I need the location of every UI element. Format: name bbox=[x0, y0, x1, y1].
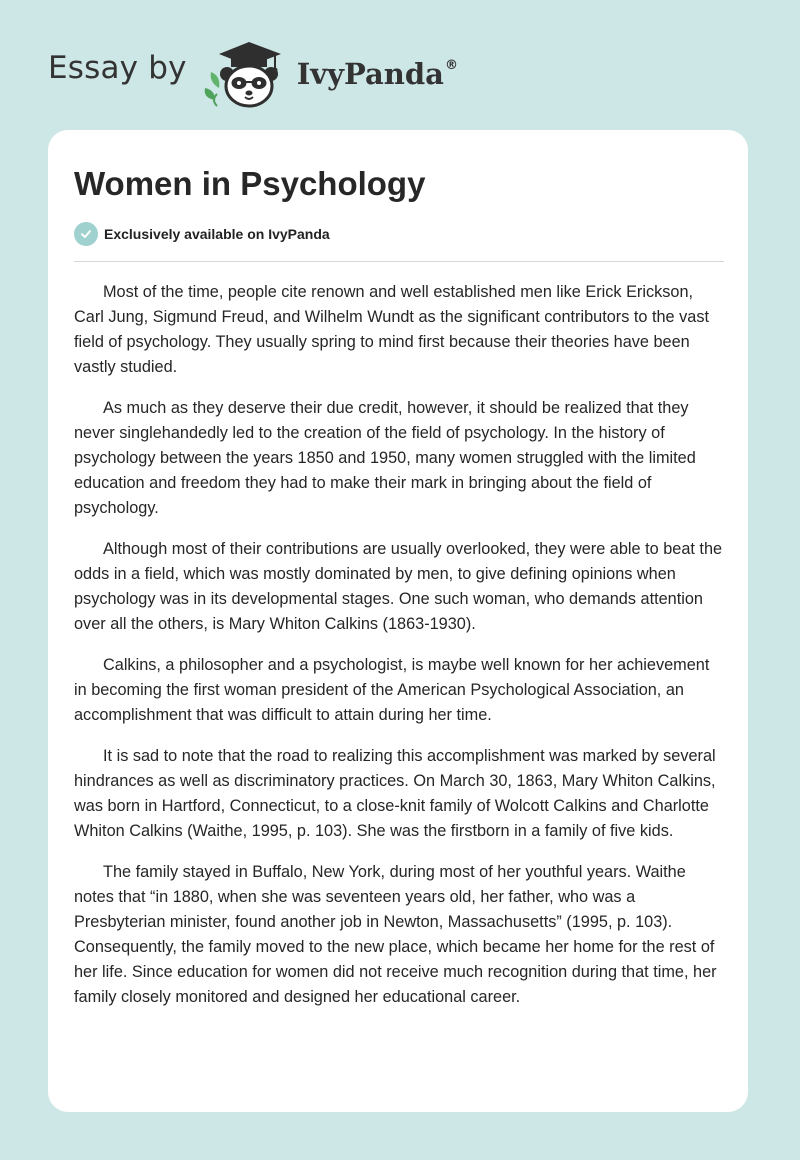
registered-mark: ® bbox=[444, 57, 458, 73]
page-title: Women in Psychology bbox=[74, 165, 426, 202]
divider bbox=[74, 261, 724, 262]
paragraph: Calkins, a philosopher and a psychologist, is maybe well known for her achievement in becoming the first woman president of the American Psychological Association, an accomplishment that was difficult to attain during her time. bbox=[74, 656, 710, 724]
paragraph: The family stayed in Buffalo, New York, during most of her youthful years. Waithe notes that “in 1880, when she was seventeen years old, her father, who was a Presbyterian minister, found another job in Newton, Massachusetts” (1995, p. 103). Consequently, the family moved to the new place, which became her home for the rest of her life. Since education for women did not receive much recognition during that time, her family closely monitored and designed her educational career. bbox=[74, 863, 717, 1006]
paragraph: Although most of their contributions are usually overlooked, they were able to beat the odds in a field, which was mostly dominated by men, to give defining opinions when psychology was in its developmental stages. One such woman, who demands attention over all the others, is Mary Whiton Calkins (1863-1930). bbox=[74, 540, 723, 633]
paragraph: Most of the time, people cite renown and well established men like Erick Erickson, Carl Jung, Sigmund Freud, and Wilhelm Wundt as the significant contributors to the vast field of psychology. They usually spring to mind first because their theories have been vastly studied. bbox=[74, 283, 709, 376]
check-icon bbox=[74, 222, 98, 246]
panda-graduation-cap-logo-icon bbox=[201, 36, 293, 108]
brand-name: IvyPanda® bbox=[296, 56, 458, 91]
essay-body bbox=[74, 280, 726, 1026]
brand-prefix: Essay by bbox=[48, 49, 187, 86]
paragraph: As much as they deserve their due credit, however, it should be realized that they never singlehandedly led to the creation of the field of psychology. In the history of psychology between the years 1850 and 1950, many women struggled with the limited education and freedom they had to make their mark in bringing about the field of psychology. bbox=[74, 399, 696, 517]
exclusive-badge bbox=[74, 222, 330, 246]
badge-text: Exclusively available on IvyPanda bbox=[104, 226, 330, 242]
essay-card bbox=[48, 130, 748, 1112]
paragraph: It is sad to note that the road to realizing this accomplishment was marked by several hindrances as well as discriminatory practices. On March 30, 1863, Mary Whiton Calkins, was born in Hartford, Connecticut, to a close-knit family of Wolcott Calkins and Charlotte Whiton Calkins (Waithe, 1995, p. 103). She was the firstborn in a family of five kids. bbox=[74, 747, 716, 840]
brand-header[interactable] bbox=[48, 36, 458, 108]
